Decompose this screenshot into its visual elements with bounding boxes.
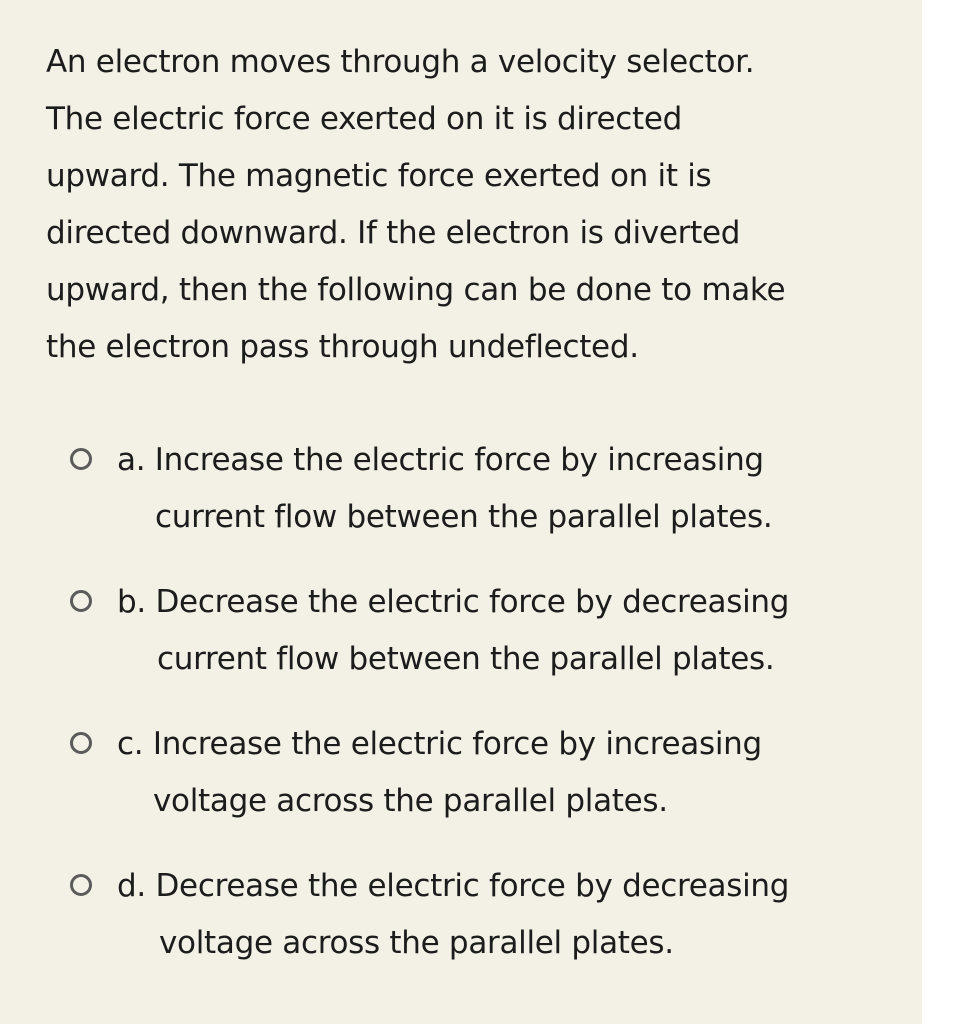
answer-option-d-label <box>117 858 857 972</box>
answer-option-d-line-2: voltage across the parallel plates. <box>159 925 674 961</box>
radio-button-c[interactable] <box>70 732 92 754</box>
question-line: An electron moves through a velocity selector. <box>46 44 755 80</box>
answer-option-b-label <box>117 574 857 688</box>
question-line: upward. The magnetic force exerted on it is <box>46 158 712 194</box>
answer-option-a-line-2: current flow between the parallel plates. <box>155 499 773 535</box>
radio-button-a[interactable] <box>70 448 92 470</box>
answer-option-a-label <box>117 432 857 546</box>
question-line: the electron pass through undeflected. <box>46 329 639 365</box>
question-line: directed downward. If the electron is diverted <box>46 215 741 251</box>
question-text <box>46 34 906 376</box>
answer-option-b-line-2: current flow between the parallel plates. <box>157 641 775 677</box>
radio-button-d[interactable] <box>70 874 92 896</box>
answer-option-c-line-1: c. Increase the electric force by increasing <box>117 726 762 762</box>
answer-option-c-line-2: voltage across the parallel plates. <box>153 783 668 819</box>
radio-button-b[interactable] <box>70 590 92 612</box>
question-line: upward, then the following can be done to make <box>46 272 786 308</box>
question-line: The electric force exerted on it is directed <box>46 101 683 137</box>
answer-option-d-line-1: d. Decrease the electric force by decreasing <box>117 868 790 904</box>
answer-option-c-label <box>117 716 857 830</box>
answer-option-b-line-1: b. Decrease the electric force by decreasing <box>117 584 790 620</box>
answer-option-a-line-1: a. Increase the electric force by increasing <box>117 442 764 478</box>
